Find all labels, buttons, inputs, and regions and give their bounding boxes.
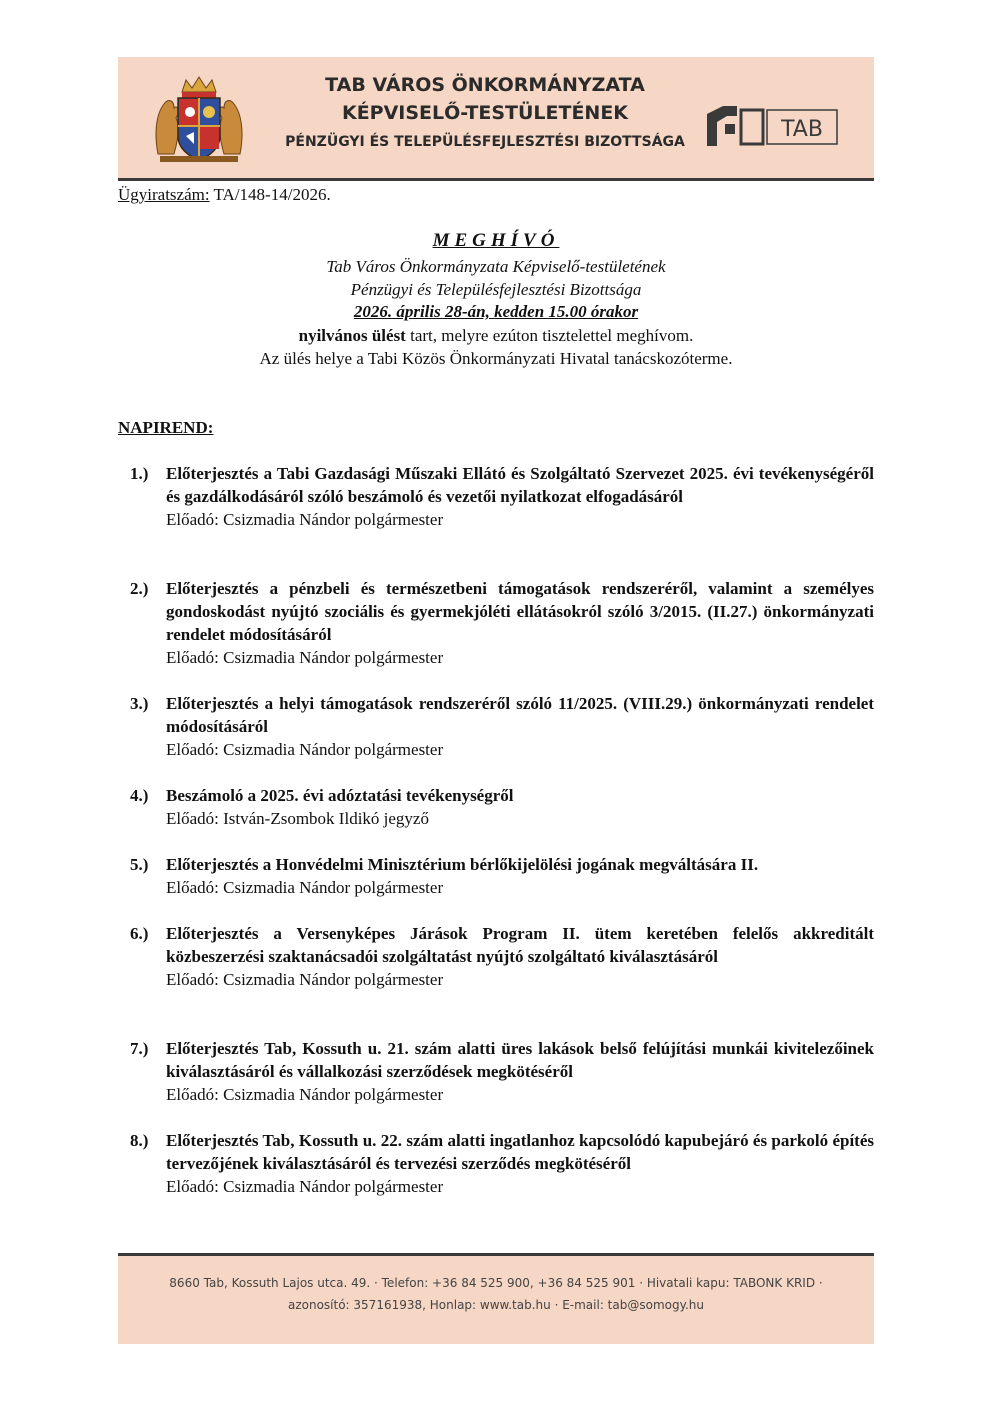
agenda-item-title: Előterjesztés a helyi támogatások rendszeréről szóló 11/2025. (VIII.29.) önkormányzati rendelet módosításáról xyxy=(166,694,874,736)
agenda-item-title: Előterjesztés a Honvédelmi Minisztérium bérlőkijelölési jogának megváltására II. xyxy=(166,855,759,874)
reference-label: Ügyiratszám: xyxy=(118,185,210,204)
agenda-item-presenter: Előadó: István-Zsombok Ildikó jegyző xyxy=(166,809,429,828)
agenda-item-number: 1.) xyxy=(130,464,149,483)
letterhead-line-3: PÉNZÜGYI ÉS TELEPÜLÉSFEJLESZTÉSI BIZOTTSÁGA xyxy=(285,134,685,150)
agenda-item-number: 3.) xyxy=(130,694,149,713)
invitation-heading: MEGHÍVÓ xyxy=(432,230,560,251)
letterhead-line-1: TAB VÁROS ÖNKORMÁNYZATA xyxy=(325,74,645,96)
reference-number xyxy=(118,185,331,205)
agenda-heading: NAPIREND: xyxy=(118,418,214,437)
agenda-item-presenter: Előadó: Csizmadia Nándor polgármester xyxy=(166,510,444,529)
agenda-item-title: Beszámoló a 2025. évi adóztatási tevékenységről xyxy=(166,786,514,805)
agenda-item-number: 2.) xyxy=(130,579,149,598)
agenda-item-presenter: Előadó: Csizmadia Nándor polgármester xyxy=(166,648,444,667)
reference-value: TA/148-14/2026. xyxy=(209,185,331,204)
public-session-rest: tart, melyre ezúton tisztelettel meghívom. xyxy=(405,326,694,345)
public-session-line xyxy=(118,326,874,346)
agenda-item-presenter: Előadó: Csizmadia Nándor polgármester xyxy=(166,1085,444,1104)
agenda-item-presenter: Előadó: Csizmadia Nándor polgármester xyxy=(166,878,444,897)
letterhead-line-2: KÉPVISELŐ-TESTÜLETÉNEK xyxy=(341,102,629,124)
footer-contact-line-1: 8660 Tab, Kossuth Lajos utca. 49. · Telefon: +36 84 525 900, +36 84 525 901 · Hivatali kapu: TABONK KRID · xyxy=(169,1276,823,1290)
meeting-date: 2026. április 28-án, kedden 15.00 órakor xyxy=(353,302,639,321)
invitation-body-line-1: Tab Város Önkormányzata Képviselő-testületének xyxy=(326,257,666,276)
meeting-venue: Az ülés helye a Tabi Közös Önkormányzati Hivatal tanácskozóterme. xyxy=(259,349,733,368)
agenda-item-presenter: Előadó: Csizmadia Nándor polgármester xyxy=(166,970,444,989)
agenda-item-title: Előterjesztés a Tabi Gazdasági Műszaki Ellátó és Szolgáltató Szervezet 2025. évi tevékenységéről és gazdálkodásáról szóló beszámoló és vezetői nyilatkozat elfogadásáról xyxy=(166,464,874,506)
agenda-item-title: Előterjesztés a pénzbeli és természetbeni támogatások rendszeréről, valamint a személyes gondoskodást nyújtó szociális és gyermekjóléti ellátásokról szóló 3/2015. (II.27.) önkormányzati rendelet módosításáról xyxy=(166,579,874,644)
agenda-item-number: 5.) xyxy=(130,855,149,874)
agenda-item-title: Előterjesztés Tab, Kossuth u. 21. szám alatti üres lakások belső felújítási munkái kivitelezőinek kiválasztásáról és vállalkozási szerződések megkötéséről xyxy=(166,1039,874,1081)
tab-logo-icon xyxy=(705,104,840,150)
invitation-body-line-2: Pénzügyi és Településfejlesztési Bizottsága xyxy=(350,280,642,299)
header-divider xyxy=(118,178,874,181)
agenda-item-presenter: Előadó: Csizmadia Nándor polgármester xyxy=(166,1177,444,1196)
agenda-item-number: 6.) xyxy=(130,924,149,943)
agenda-item-title: Előterjesztés Tab, Kossuth u. 22. szám alatti ingatlanhoz kapcsolódó kapubejáró és parkoló építés tervezőjének kiválasztásáról és tervezési szerződés megkötéséről xyxy=(166,1131,874,1173)
agenda-item-number: 7.) xyxy=(130,1039,149,1058)
footer-contact-line-2: azonosító: 357161938, Honlap: www.tab.hu · E-mail: tab@somogy.hu xyxy=(287,1298,705,1312)
agenda-item-number: 8.) xyxy=(130,1131,149,1150)
coat-of-arms-icon xyxy=(150,74,248,164)
agenda-item-presenter: Előadó: Csizmadia Nándor polgármester xyxy=(166,740,444,759)
agenda-item-number: 4.) xyxy=(130,786,149,805)
agenda-item-title: Előterjesztés a Versenyképes Járások Program II. ütem keretében felelős akkreditált közbeszerzési szaktanácsadói szolgáltatást nyújtó szolgáltató kiválasztásáról xyxy=(166,924,874,966)
public-session-bold: nyilvános ülést xyxy=(298,326,406,345)
tab-logo-text: TAB xyxy=(781,117,823,142)
